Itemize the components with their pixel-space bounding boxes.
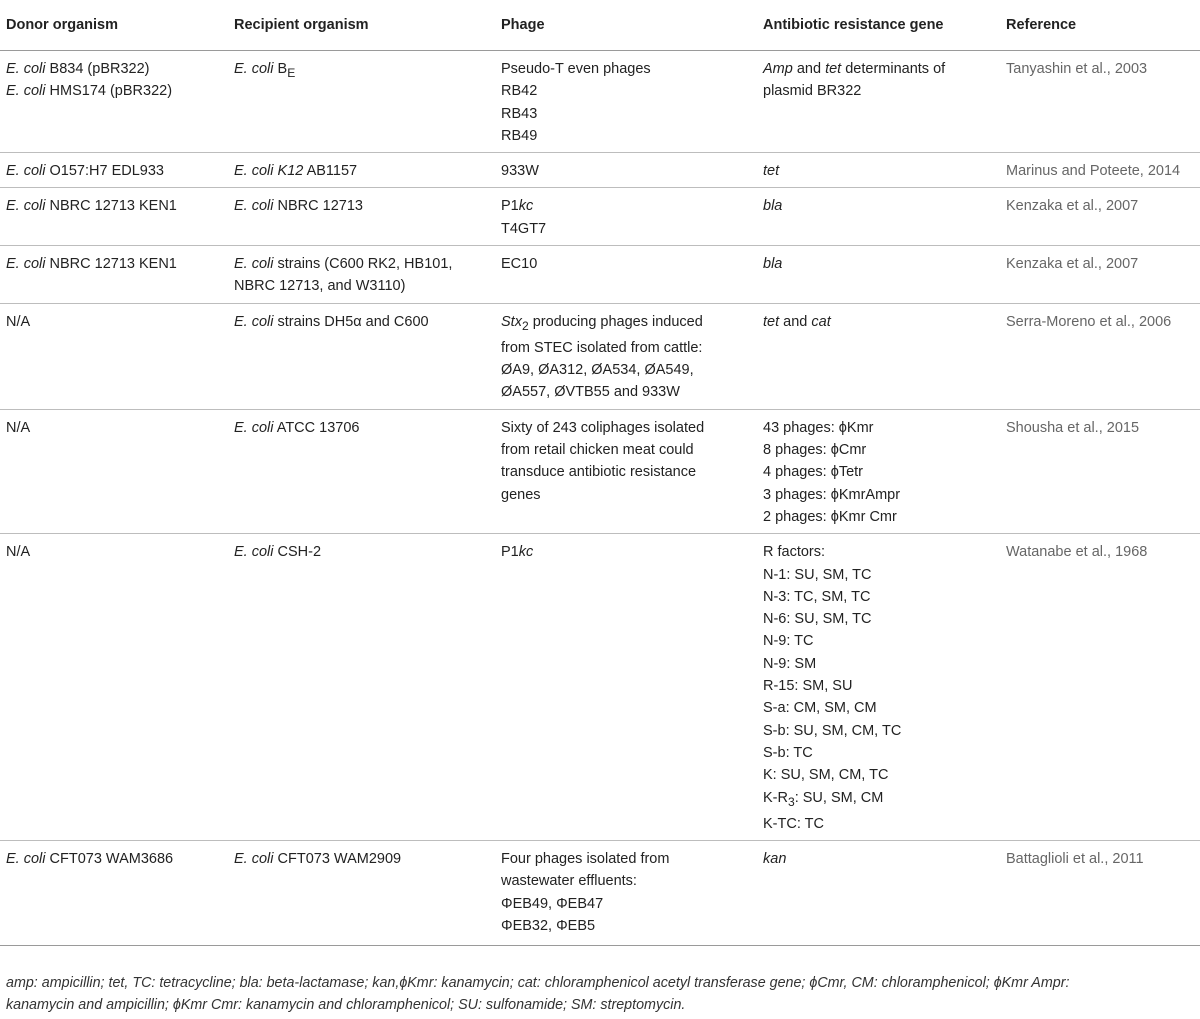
cell-line: tet <box>763 163 780 180</box>
table-row <box>0 409 1200 533</box>
cell-line: E. coli ATCC 13706 <box>234 419 360 436</box>
cell-phage <box>495 153 757 188</box>
cell-line: N-9: TC <box>763 633 814 650</box>
header-reference: Reference <box>1000 0 1200 51</box>
cell-line: 3 phages: ϕKmrAmpr <box>763 486 901 503</box>
cell-gene <box>757 246 1000 304</box>
cell-line: S-a: CM, SM, CM <box>763 700 877 717</box>
cell-line: NBRC 12713, and W3110) <box>234 278 406 295</box>
header-row <box>0 0 1200 51</box>
cell-line: ØA557, ØVTB55 and 933W <box>501 384 680 401</box>
cell-line: plasmid BR322 <box>763 83 862 100</box>
cell-donor <box>0 188 228 246</box>
cell-line: N/A <box>6 313 31 330</box>
cell-line: genes <box>501 486 541 503</box>
cell-gene <box>757 51 1000 153</box>
cell-line: from retail chicken meat could <box>501 442 694 459</box>
cell-line: RB49 <box>501 127 538 144</box>
cell-reference: Tanyashin et al., 2003 <box>1000 51 1200 153</box>
cell-reference: Marinus and Poteete, 2014 <box>1000 153 1200 188</box>
cell-phage <box>495 246 757 304</box>
cell-reference: Watanabe et al., 1968 <box>1000 534 1200 841</box>
cell-line: E. coli strains DH5α and C600 <box>234 313 429 330</box>
cell-line: N/A <box>6 419 31 436</box>
cell-line: N/A <box>6 544 31 561</box>
cell-reference: Battaglioli et al., 2011 <box>1000 840 1200 945</box>
cell-phage <box>495 840 757 945</box>
cell-line: transduce antibiotic resistance <box>501 464 697 481</box>
cell-line: N-6: SU, SM, TC <box>763 611 872 628</box>
cell-phage <box>495 409 757 533</box>
cell-line: S-b: TC <box>763 744 813 761</box>
cell-line: E. coli CFT073 WAM3686 <box>6 850 174 867</box>
cell-line: Four phages isolated from <box>501 850 670 867</box>
cell-line: E. coli CSH-2 <box>234 544 322 561</box>
cell-line: E. coli CFT073 WAM2909 <box>234 850 402 867</box>
cell-line: bla <box>763 198 783 215</box>
cell-phage <box>495 534 757 841</box>
cell-line: bla <box>763 256 783 273</box>
cell-line: N-3: TC, SM, TC <box>763 588 871 605</box>
cell-recipient <box>228 51 495 153</box>
cell-line: N-1: SU, SM, TC <box>763 566 872 583</box>
cell-reference: Kenzaka et al., 2007 <box>1000 188 1200 246</box>
header-donor: Donor organism <box>0 0 228 51</box>
cell-line: tet and cat <box>763 313 831 330</box>
table-body <box>0 51 1200 946</box>
cell-line: N-9: SM <box>763 655 817 672</box>
cell-donor <box>0 534 228 841</box>
cell-reference: Shousha et al., 2015 <box>1000 409 1200 533</box>
cell-gene <box>757 534 1000 841</box>
table-header <box>0 0 1200 51</box>
cell-phage <box>495 51 757 153</box>
cell-donor <box>0 840 228 945</box>
cell-line: T4GT7 <box>501 220 547 237</box>
cell-line: 933W <box>501 163 539 180</box>
cell-line: ΦEB49, ΦEB47 <box>501 895 604 912</box>
cell-reference: Serra-Moreno et al., 2006 <box>1000 303 1200 409</box>
table-row <box>0 840 1200 945</box>
cell-recipient <box>228 840 495 945</box>
cell-line: K: SU, SM, CM, TC <box>763 767 889 784</box>
footnote-line: amp: ampicillin; tet, TC: tetracycline; bla: beta-lactamase; kan,ϕKmr: kanamycin; cat: chloramphenicol acetyl transferase gene; ϕCmr, CM: chloramphenicol; ϕKmr Ampr: <box>6 975 1070 991</box>
cell-reference: Kenzaka et al., 2007 <box>1000 246 1200 304</box>
cell-line: from STEC isolated from cattle: <box>501 339 703 356</box>
cell-line: ØA9, ØA312, ØA534, ØA549, <box>501 362 694 379</box>
cell-line: EC10 <box>501 256 538 273</box>
cell-recipient <box>228 188 495 246</box>
header-phage: Phage <box>495 0 757 51</box>
cell-line: E. coli HMS174 (pBR322) <box>6 83 173 100</box>
cell-line: wastewater effluents: <box>501 873 637 890</box>
cell-line: E. coli NBRC 12713 <box>234 198 363 215</box>
table-row <box>0 51 1200 153</box>
cell-phage <box>495 303 757 409</box>
header-gene: Antibiotic resistance gene <box>757 0 1000 51</box>
cell-line: ΦEB32, ΦEB5 <box>501 917 596 934</box>
cell-gene <box>757 153 1000 188</box>
cell-gene <box>757 188 1000 246</box>
cell-line: E. coli O157:H7 EDL933 <box>6 163 164 180</box>
table-row <box>0 303 1200 409</box>
cell-donor <box>0 409 228 533</box>
cell-line: R factors: <box>763 544 826 561</box>
cell-donor <box>0 246 228 304</box>
cell-line: RB42 <box>501 83 538 100</box>
cell-line: 8 phages: ϕCmr <box>763 442 867 459</box>
cell-line: Pseudo-T even phages <box>501 61 651 77</box>
footnote-line: kanamycin and ampicillin; ϕKmr Cmr: kanamycin and chloramphenicol; SU: sulfonamide; SM: streptomycin. <box>6 997 686 1013</box>
cell-line: Sixty of 243 coliphages isolated <box>501 419 705 436</box>
cell-recipient <box>228 534 495 841</box>
cell-line: Stx$_2$ producing phages induced <box>501 313 703 333</box>
cell-line: RB43 <box>501 105 538 122</box>
cell-line: E. coli NBRC 12713 KEN1 <box>6 256 177 273</box>
cell-line: E. coli NBRC 12713 KEN1 <box>6 198 177 215</box>
table-row <box>0 246 1200 304</box>
cell-line: E. coli B834 (pBR322) <box>6 61 150 77</box>
table-row <box>0 188 1200 246</box>
cell-gene <box>757 840 1000 945</box>
cell-recipient <box>228 153 495 188</box>
cell-line: E. coli strains (C600 RK2, HB101, <box>234 256 453 273</box>
cell-recipient <box>228 409 495 533</box>
cell-line: $K-R_3$: SU, SM, CM <box>763 789 884 809</box>
table-row <box>0 534 1200 841</box>
cell-line: R-15: SM, SU <box>763 678 853 695</box>
table-footnote <box>6 972 1194 1016</box>
cell-line: 4 phages: ϕTetr <box>763 464 864 481</box>
cell-line: K-TC: TC <box>763 815 824 832</box>
cell-phage <box>495 188 757 246</box>
cell-line: Amp and tet determinants of <box>763 61 946 77</box>
cell-recipient <box>228 303 495 409</box>
cell-line: kan <box>763 850 787 867</box>
cell-donor <box>0 303 228 409</box>
cell-line: S-b: SU, SM, CM, TC <box>763 722 902 739</box>
cell-gene <box>757 409 1000 533</box>
cell-recipient <box>228 246 495 304</box>
cell-line: E. coli $B_E$ <box>234 61 296 80</box>
cell-donor <box>0 51 228 153</box>
cell-line: P1kc <box>501 198 534 215</box>
table-row <box>0 153 1200 188</box>
cell-donor <box>0 153 228 188</box>
cell-line: 2 phages: ϕKmr Cmr <box>763 508 897 525</box>
cell-gene <box>757 303 1000 409</box>
header-recipient: Recipient organism <box>228 0 495 51</box>
cell-line: E. coli K12 AB1157 <box>234 163 358 180</box>
cell-line: 43 phages: ϕKmr <box>763 419 874 436</box>
cell-line: P1kc <box>501 544 534 561</box>
